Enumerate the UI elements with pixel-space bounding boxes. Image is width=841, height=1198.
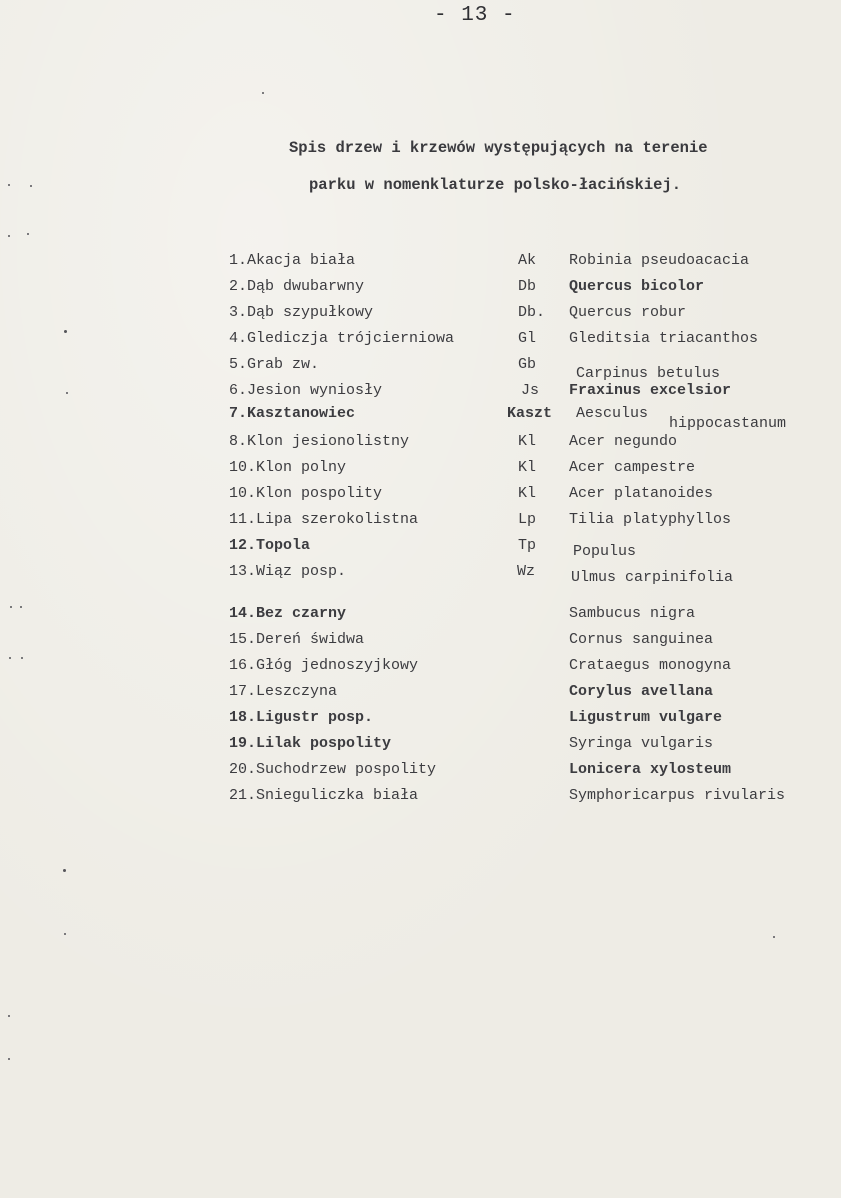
list-item	[0, 787, 841, 811]
scan-dot	[63, 869, 66, 872]
latin-name-continued: hippocastanum	[669, 415, 787, 432]
polish-name: 12.Topola	[229, 537, 311, 554]
latin-name: Gleditsia triacanthos	[569, 330, 759, 347]
scan-dot	[27, 233, 29, 235]
latin-name: Fraxinus excelsior	[569, 382, 732, 399]
scan-dot	[66, 392, 68, 394]
polish-name: 2.Dąb dwubarwny	[229, 278, 365, 295]
latin-name: Ulmus carpinifolia	[571, 569, 734, 586]
scan-dot	[8, 1015, 10, 1017]
polish-name: 19.Lilak pospolity	[229, 735, 392, 752]
latin-name: Aesculus	[576, 405, 649, 422]
list-item	[0, 511, 841, 535]
polish-name: 10.Klon pospolity	[229, 485, 383, 502]
scan-dot	[9, 657, 11, 659]
scan-dot	[64, 933, 66, 935]
polish-name: 17.Leszczyna	[229, 683, 338, 700]
list-item	[0, 382, 841, 406]
abbreviation: Wz	[517, 563, 536, 580]
list-item	[0, 356, 841, 380]
abbreviation: Tp	[518, 537, 537, 554]
latin-name: Symphoricarpus rivularis	[569, 787, 786, 804]
latin-name: Sambucus nigra	[569, 605, 696, 622]
list-item	[0, 459, 841, 483]
polish-name: 11.Lipa szerokolistna	[229, 511, 419, 528]
abbreviation: Db.	[518, 304, 546, 321]
abbreviation: Ak	[518, 252, 537, 269]
list-item	[0, 485, 841, 509]
latin-name: Syringa vulgaris	[569, 735, 714, 752]
polish-name: 18.Ligustr posp.	[229, 709, 374, 726]
scan-dot	[8, 184, 10, 186]
polish-name: 10.Klon polny	[229, 459, 347, 476]
latin-name: Acer negundo	[569, 433, 678, 450]
polish-name: 7.Kasztanowiec	[229, 405, 356, 422]
polish-name: 21.Snieguliczka biała	[229, 787, 419, 804]
latin-name: Crataegus monogyna	[569, 657, 732, 674]
latin-name: Tilia platyphyllos	[569, 511, 732, 528]
latin-name: Quercus bicolor	[569, 278, 705, 295]
scan-dot	[773, 936, 775, 938]
list-item	[0, 735, 841, 759]
latin-name: Cornus sanguinea	[569, 631, 714, 648]
abbreviation: Kl	[518, 433, 537, 450]
list-item	[0, 657, 841, 681]
list-item	[0, 304, 841, 328]
abbreviation: Db	[518, 278, 537, 295]
scan-dot	[20, 606, 22, 608]
list-item	[0, 278, 841, 302]
scan-dot	[8, 1058, 10, 1060]
latin-name: Carpinus betulus	[576, 365, 721, 382]
abbreviation: Lp	[518, 511, 537, 528]
latin-name: Lonicera xylosteum	[569, 761, 732, 778]
latin-name: Acer platanoides	[569, 485, 714, 502]
list-item	[0, 631, 841, 655]
latin-name: Robinia pseudoacacia	[569, 252, 750, 269]
polish-name: 20.Suchodrzew pospolity	[229, 761, 437, 778]
polish-name: 3.Dąb szypułkowy	[229, 304, 374, 321]
list-item	[0, 761, 841, 785]
title-line-2: parku w nomenklaturze polsko-łacińskiej.	[309, 176, 682, 194]
polish-name: 15.Dereń świdwa	[229, 631, 365, 648]
abbreviation: Gb	[518, 356, 537, 373]
list-item	[0, 563, 841, 587]
abbreviation: Gl	[518, 330, 537, 347]
latin-name: Populus	[573, 543, 637, 560]
latin-name: Ligustrum vulgare	[569, 709, 723, 726]
list-item	[0, 605, 841, 629]
polish-name: 13.Wiąz posp.	[229, 563, 347, 580]
list-item	[0, 330, 841, 354]
abbreviation: Kaszt	[507, 405, 553, 422]
list-item	[0, 405, 841, 432]
polish-name: 14.Bez czarny	[229, 605, 347, 622]
abbreviation: Kl	[518, 485, 537, 502]
list-item	[0, 537, 841, 561]
polish-name: 16.Głóg jednoszyjkowy	[229, 657, 419, 674]
page-number: - 13 -	[434, 4, 516, 27]
latin-name: Quercus robur	[569, 304, 687, 321]
polish-name: 8.Klon jesionolistny	[229, 433, 410, 450]
scan-dot	[262, 92, 264, 94]
latin-name: Acer campestre	[569, 459, 696, 476]
scan-dot	[8, 235, 10, 237]
scan-dot	[30, 185, 32, 187]
abbreviation: Js	[521, 382, 540, 399]
polish-name: 1.Akacja biała	[229, 252, 356, 269]
scan-dot	[10, 606, 12, 608]
list-item	[0, 252, 841, 276]
scan-dot	[21, 657, 23, 659]
list-item	[0, 433, 841, 457]
polish-name: 5.Grab zw.	[229, 356, 320, 373]
abbreviation: Kl	[518, 459, 537, 476]
list-item	[0, 683, 841, 707]
polish-name: 6.Jesion wyniosły	[229, 382, 383, 399]
scan-dot	[64, 330, 67, 333]
polish-name: 4.Glediczja trójcierniowa	[229, 330, 455, 347]
list-item	[0, 709, 841, 733]
title-line-1: Spis drzew i krzewów występujących na terenie	[289, 139, 708, 157]
latin-name: Corylus avellana	[569, 683, 714, 700]
